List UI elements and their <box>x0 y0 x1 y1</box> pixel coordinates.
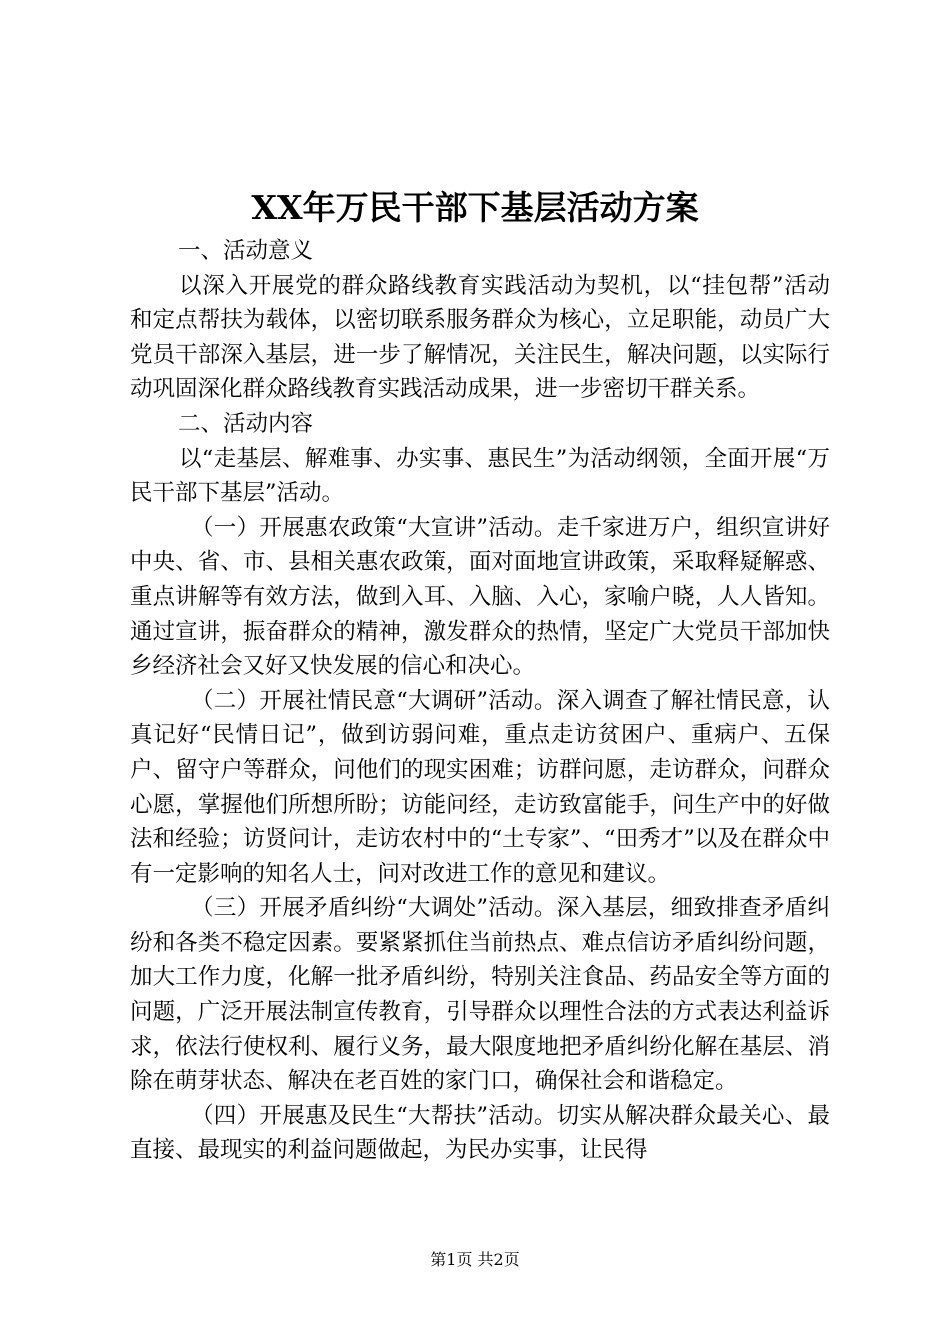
section-heading-content: 二、活动内容 <box>178 410 314 437</box>
document-body <box>130 234 830 1168</box>
paragraph-item-1: （一）开展惠农政策“大宣讲”活动。走千家进万户，组织宣讲好中央、省、市、县相关惠农政策，面对面地宣讲政策，采取释疑解惑、重点讲解等有效方法，做到入耳、入脑、入心，家喻户晓，人人皆知。通过宣讲，振奋群众的精神，激发群众的热情，坚定广大党员干部加快乡经济社会又好又快发展的信心和决心。 <box>130 514 830 680</box>
paragraph-item-4: （四）开展惠及民生“大帮扶”活动。切实从解决群众最关心、最直接、最现实的利益问题做起，为民办实事，让民得 <box>130 1102 830 1164</box>
paragraph-content-intro: 以“走基层、解难事、办实事、惠民生”为活动纲领，全面开展“万民干部下基层”活动。 <box>130 445 830 507</box>
document-title: XX年万民干部下基层活动方案 <box>251 188 699 227</box>
section-heading-significance: 一、活动意义 <box>178 238 314 264</box>
paragraph-item-2: （二）开展社情民意“大调研”活动。深入调查了解社情民意，认真记好“民情日记”，做到访弱问难，重点走访贫困户、重病户、五保户、留守户等群众，问他们的现实困难；访群问愿，走访群众，问群众心愿，掌握他们所想所盼；访能问经，走访致富能手，问生产中的好做法和经验；访贤问计，走访农村中的“土专家”、“田秀才”以及在群众中有一定影响的知名人士，问对改进工作的意见和建议。 <box>130 687 830 887</box>
paragraph-significance: 以深入开展党的群众路线教育实践活动为契机，以“挂包帮”活动和定点帮扶为载体，以密切联系服务群众为核心，立足职能，动员广大党员干部深入基层，进一步了解情况，关注民生，解决问题，以实际行动巩固深化群众路线教育实践活动成果，进一步密切干群关系。 <box>130 272 830 403</box>
paragraph-item-3: （三）开展矛盾纠纷“大调处”活动。深入基层，细致排查矛盾纠纷和各类不稳定因素。要紧紧抓住当前热点、难点信访矛盾纠纷问题，加大工作力度，化解一批矛盾纠纷，特别关注食品、药品安全等方面的问题，广泛开展法制宣传教育，引导群众以理性合法的方式表达利益诉求，依法行使权利、履行义务，最大限度地把矛盾纠纷化解在基层、消除在萌芽状态、解决在老百姓的家门口，确保社会和谐稳定。 <box>130 895 830 1095</box>
page-number-footer: 第1页 共2页 <box>430 1250 520 1269</box>
